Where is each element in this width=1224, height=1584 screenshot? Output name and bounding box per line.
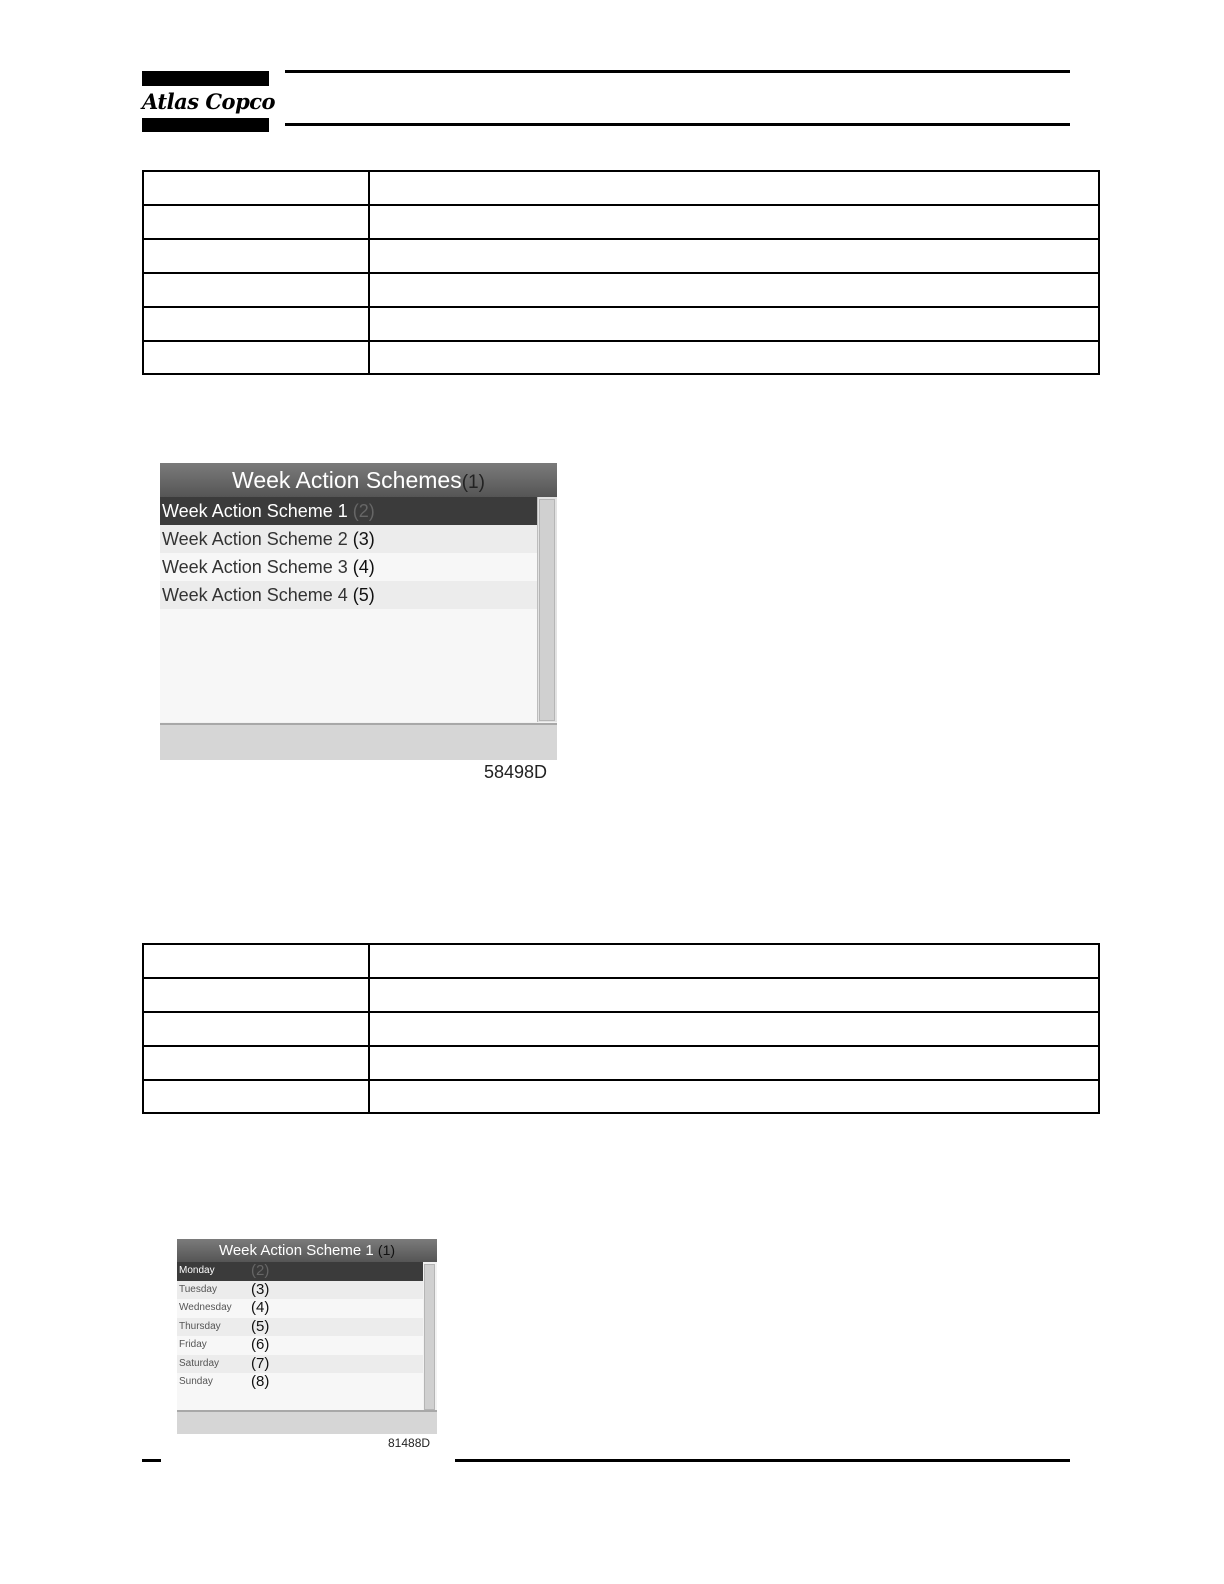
scheme-list (160, 497, 537, 722)
list-item-callout: (4) (251, 1299, 270, 1316)
logo-top-bar (142, 71, 269, 86)
list-item-label: Sunday (179, 1376, 213, 1387)
week-action-schemes-screen (160, 463, 557, 760)
screen-title-text: Week Action Scheme 1 (218, 1242, 374, 1259)
figure-code: 58498D (484, 762, 548, 782)
table-cell (369, 307, 1099, 341)
table-cell (369, 273, 1099, 307)
list-item-callout: (3) (251, 1280, 270, 1298)
table-cell (369, 978, 1099, 1012)
table-row (143, 944, 1099, 978)
table-cell (369, 341, 1099, 374)
week-action-scheme-1-screen (177, 1239, 437, 1434)
table-cell (369, 944, 1099, 978)
list-item-callout: (6) (251, 1336, 270, 1353)
table-cell (143, 978, 369, 1012)
table-cell (143, 273, 369, 307)
screen-footer (160, 723, 557, 760)
list-item-label: Week Action Scheme 2 (162, 529, 348, 549)
table-row (143, 1012, 1099, 1046)
table-row (143, 1046, 1099, 1080)
list-item[interactable] (177, 1373, 423, 1392)
list-item-label: Monday (179, 1265, 215, 1276)
table-cell (143, 341, 369, 374)
table-row (143, 978, 1099, 1012)
list-item[interactable] (177, 1281, 423, 1300)
list-item[interactable] (177, 1336, 423, 1355)
logo-bottom-bar (142, 118, 269, 132)
title-callout: (1) (377, 1242, 396, 1258)
scrollbar-thumb[interactable] (424, 1264, 435, 1410)
table-1 (142, 170, 1100, 375)
atlas-copco-logo (142, 70, 276, 134)
screen-title (177, 1239, 437, 1262)
list-item-label: Wednesday (179, 1302, 232, 1313)
table-cell (143, 1046, 369, 1080)
table-row (143, 239, 1099, 273)
list-item[interactable] (177, 1318, 423, 1337)
table-cell (143, 307, 369, 341)
scrollbar-thumb[interactable] (539, 499, 555, 721)
table-cell (143, 239, 369, 273)
list-item-callout: (5) (251, 1317, 270, 1335)
list-item-label: Tuesday (179, 1283, 217, 1295)
screen-title (160, 463, 557, 497)
table-row (143, 341, 1099, 374)
figure-code: 81488D (388, 1436, 431, 1450)
table-row (143, 307, 1099, 341)
table-cell (143, 171, 369, 205)
list-item-label: Friday (179, 1339, 207, 1350)
list-item-callout: (5) (352, 585, 375, 605)
footer-rule-left (142, 1459, 161, 1462)
list-item-callout: (3) (352, 529, 375, 549)
header-rule-bottom (285, 123, 1070, 126)
table-cell (369, 1046, 1099, 1080)
list-item[interactable] (160, 525, 537, 553)
list-item-callout: (7) (251, 1354, 270, 1372)
table-row (143, 171, 1099, 205)
title-callout: (1) (461, 472, 485, 493)
list-item[interactable] (160, 581, 537, 609)
list-item-label: Week Action Scheme 4 (162, 585, 348, 605)
screen-footer (177, 1410, 437, 1434)
table-cell (143, 1080, 369, 1113)
logo-wordmark: Atlas Copco (142, 89, 276, 114)
table-cell (369, 239, 1099, 273)
table-cell (143, 205, 369, 239)
table-cell (143, 944, 369, 978)
list-item[interactable] (177, 1299, 423, 1318)
list-item-callout: (8) (251, 1373, 270, 1390)
list-item-callout: (4) (352, 557, 375, 577)
table-row (143, 205, 1099, 239)
table-cell (369, 205, 1099, 239)
footer-rule-right (455, 1459, 1070, 1462)
table-row (143, 1080, 1099, 1113)
list-item-callout: (2) (251, 1262, 270, 1279)
list-item-label: Week Action Scheme 1 (162, 501, 348, 521)
day-list (177, 1262, 423, 1410)
header-rule-top (285, 70, 1070, 73)
screen-title-text: Week Action Schemes (232, 467, 462, 493)
list-item[interactable] (160, 553, 537, 581)
list-item[interactable] (177, 1355, 423, 1374)
table-cell (369, 171, 1099, 205)
table-cell (143, 1012, 369, 1046)
list-item-label: Week Action Scheme 3 (162, 557, 348, 577)
list-item-label: Thursday (179, 1320, 221, 1332)
table-cell (369, 1012, 1099, 1046)
list-item-label: Saturday (179, 1357, 220, 1369)
table-row (143, 273, 1099, 307)
list-item-callout: (2) (352, 501, 375, 521)
table-cell (369, 1080, 1099, 1113)
table-2 (142, 943, 1100, 1114)
list-item[interactable] (160, 497, 537, 525)
list-item[interactable] (177, 1262, 423, 1281)
